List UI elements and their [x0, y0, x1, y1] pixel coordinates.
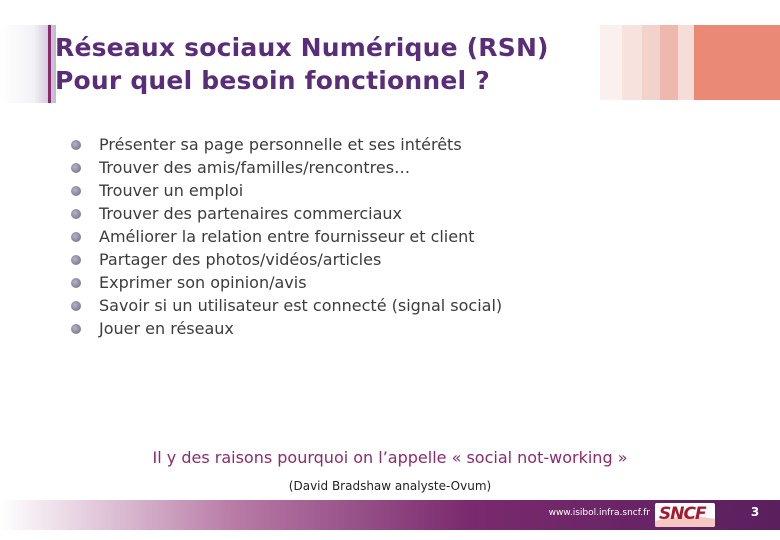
quote-author: (David Bradshaw analyste-Ovum) — [288, 479, 492, 493]
round-bullet-icon — [71, 301, 81, 311]
round-bullet-icon — [71, 209, 81, 219]
round-bullet-icon — [71, 232, 81, 242]
round-bullet-icon — [71, 255, 81, 265]
slide-title — [55, 31, 655, 97]
title-line-2: Pour quel besoin fonctionnel ? — [55, 66, 490, 95]
quote-text: Il y des raisons pourquoi on l’appelle « social not-working » — [152, 448, 628, 467]
bullet-text: Jouer en réseaux — [99, 319, 234, 338]
bullet-text: Partager des photos/vidéos/articles — [99, 250, 382, 269]
bullet-text: Savoir si un utilisateur est connecté (signal social) — [99, 296, 503, 315]
bullet-item — [70, 271, 502, 294]
logo-text: SNCF — [659, 504, 706, 524]
left-accent-bar — [48, 25, 51, 103]
round-bullet-icon — [71, 324, 81, 334]
bullet-item — [70, 248, 502, 271]
round-bullet-icon — [71, 140, 81, 150]
round-bullet-icon — [71, 278, 81, 288]
bullet-text: Exprimer son opinion/avis — [99, 273, 307, 292]
bullet-item — [70, 294, 502, 317]
bullet-item — [70, 225, 502, 248]
bullet-item — [70, 156, 502, 179]
bullet-text: Trouver des amis/familles/rencontres… — [99, 158, 411, 177]
round-bullet-icon — [71, 186, 81, 196]
round-bullet-icon — [71, 163, 81, 173]
bullet-text: Trouver des partenaires commerciaux — [99, 204, 402, 223]
bullet-item — [70, 133, 502, 156]
bullet-item — [70, 202, 502, 225]
page-number: 3 — [750, 505, 760, 519]
bullet-text: Présenter sa page personnelle et ses intérêts — [99, 135, 462, 154]
bullet-item — [70, 317, 502, 340]
footer-url-link[interactable]: www.isibol.infra.sncf.fr — [548, 508, 650, 518]
bullet-text: Améliorer la relation entre fournisseur et client — [99, 227, 475, 246]
title-line-1: Réseaux sociaux Numérique (RSN) — [55, 33, 549, 62]
sncf-logo — [655, 503, 715, 527]
bullet-item — [70, 179, 502, 202]
bullet-text: Trouver un emploi — [99, 181, 244, 200]
bullet-list — [70, 133, 502, 340]
